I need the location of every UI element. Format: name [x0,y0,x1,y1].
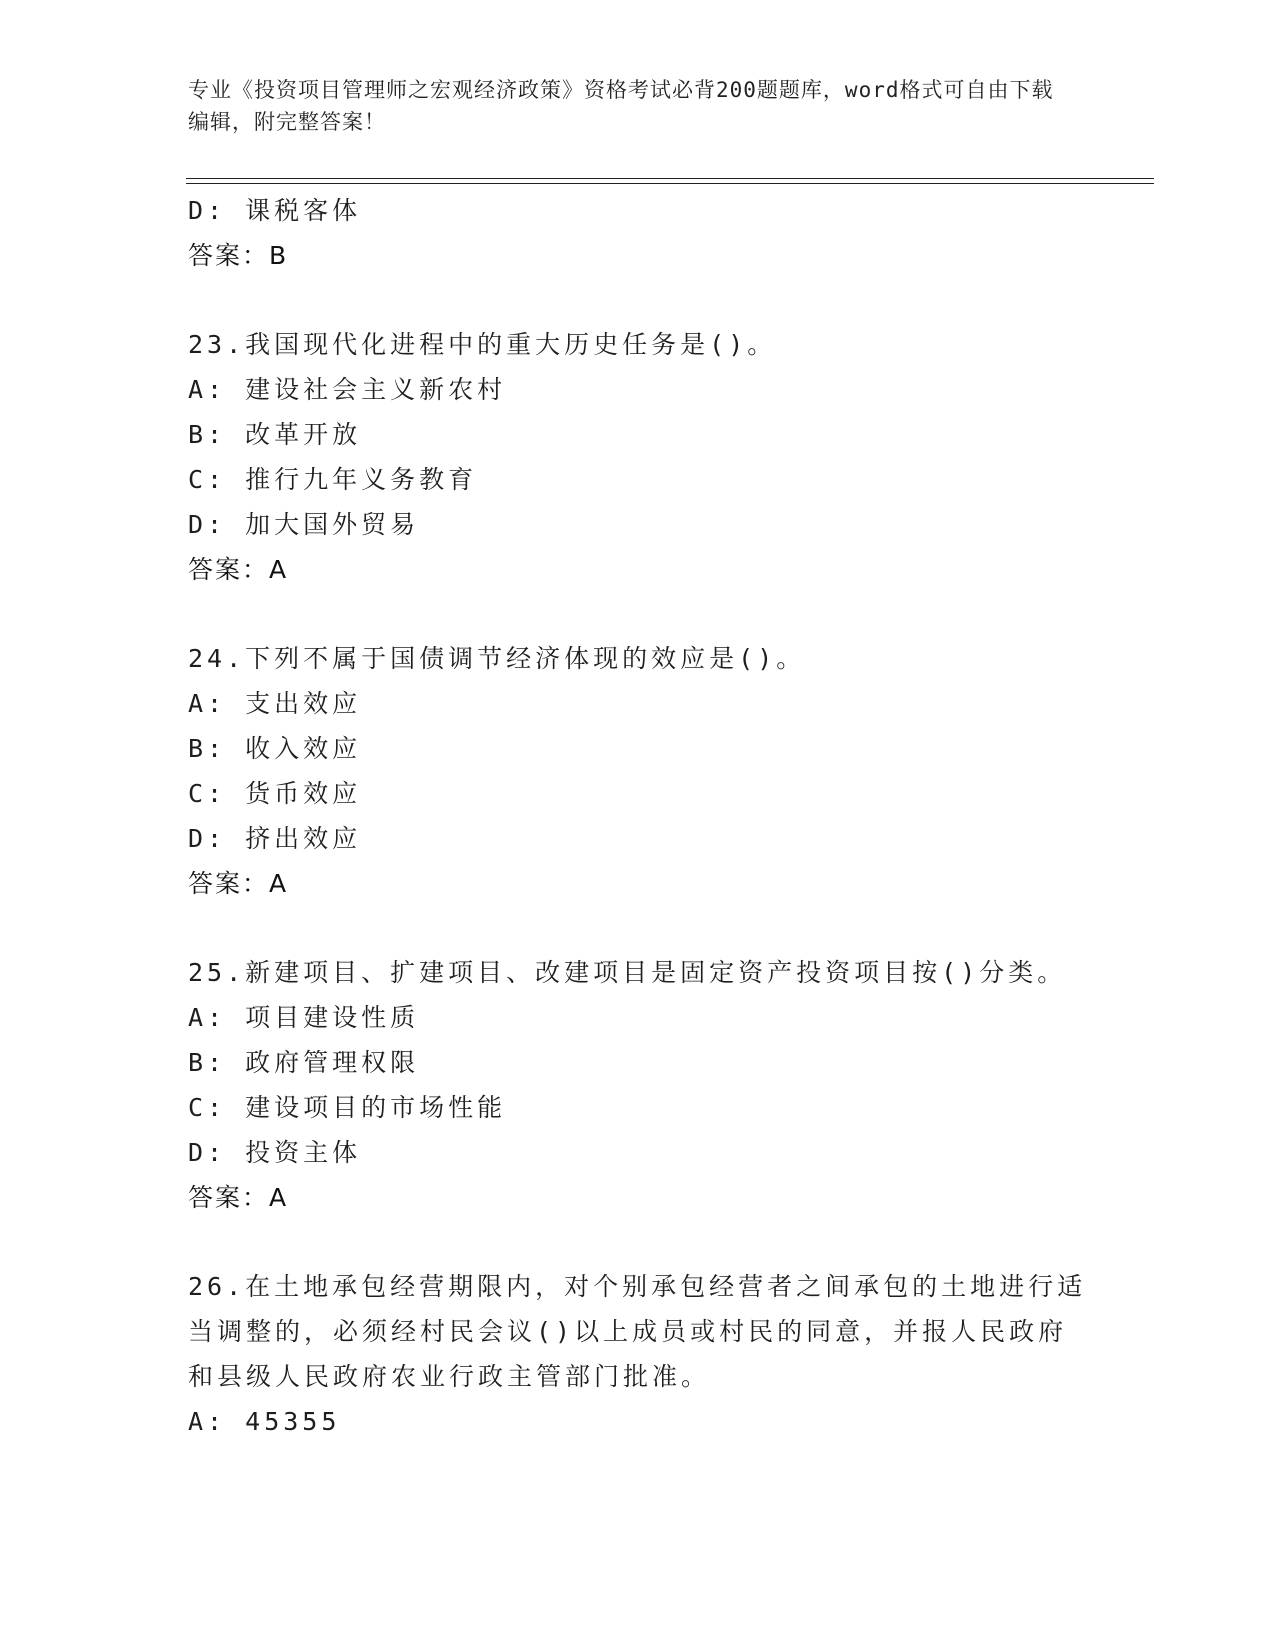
option-a: A: 建设社会主义新农村 [188,375,507,404]
answer-line: 答案：A [188,1183,289,1212]
question-stem: 24.下列不属于国债调节经济体现的效应是()。 [188,644,806,673]
option-c: C: 货币效应 [188,779,362,808]
option-b: B: 改革开放 [188,420,362,449]
option-d: D: 挤出效应 [188,824,362,853]
header-rule-bottom [186,183,1154,184]
page-header: 专业《投资项目管理师之宏观经济政策》资格考试必背200题题库，word格式可自由下载编辑，附完整答案！ [188,78,1054,134]
option-a: A: 支出效应 [188,689,362,718]
question-stem: 23.我国现代化进程中的重大历史任务是()。 [188,330,777,359]
option-b: B: 收入效应 [188,734,362,763]
option-c: C: 推行九年义务教育 [188,465,478,494]
option-b: B: 政府管理权限 [188,1048,420,1077]
question-stem: 26.在土地承包经营期限内，对个别承包经营者之间承包的土地进行适当调整的，必须经村民会议()以上成员或村民的同意，并报人民政府和县级人民政府农业行政主管部门批准。 [188,1272,1087,1391]
answer-line: 答案：A [188,555,289,584]
question-block-24 [188,636,1088,906]
option-c: C: 建设项目的市场性能 [188,1093,507,1122]
question-content [188,188,1088,1444]
option-d: D: 投资主体 [188,1138,362,1167]
question-block-25 [188,950,1088,1220]
answer-line: 答案：A [188,869,289,898]
option-a: A: 45355 [188,1407,341,1436]
question-block-26 [188,1264,1088,1444]
question-stem: 25.新建项目、扩建项目、改建项目是固定资产投资项目按()分类。 [188,958,1067,987]
header-rule-top [186,178,1154,179]
option-d: D: 课税客体 [188,196,362,225]
question-block-23 [188,322,1088,592]
answer-line: 答案：B [188,241,289,270]
option-d: D: 加大国外贸易 [188,510,420,539]
option-a: A: 项目建设性质 [188,1003,420,1032]
